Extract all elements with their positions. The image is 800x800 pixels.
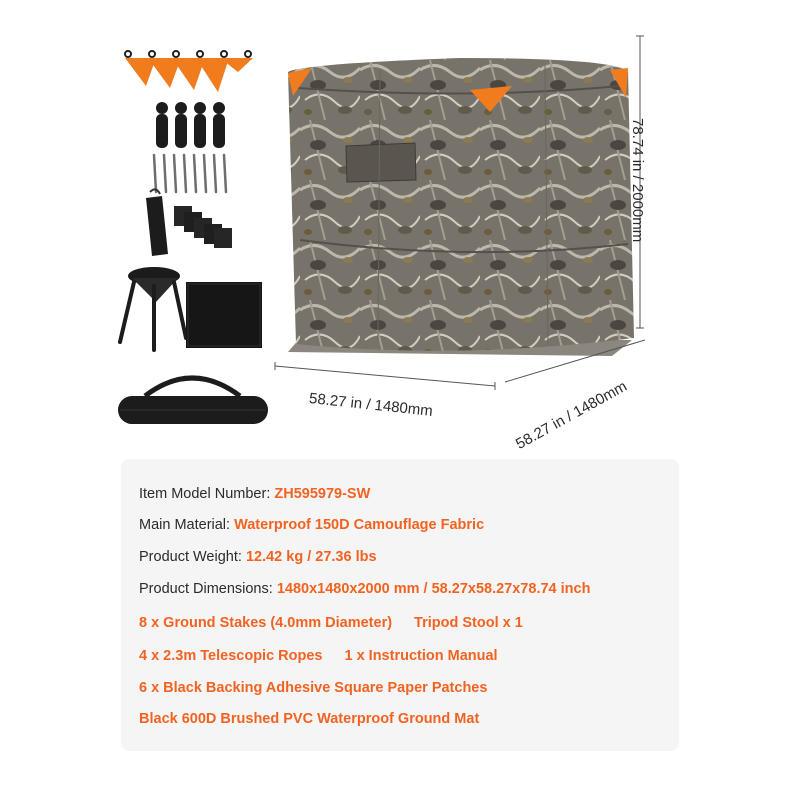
spec-weight-value: 12.42 kg / 27.36 lbs <box>245 549 377 565</box>
spec-dimensions-label: Product Dimensions: <box>139 581 277 597</box>
height-dimension-label: 78.74 in / 2000mm <box>629 118 646 243</box>
spec-model-label: Item Model Number: <box>139 486 275 502</box>
hunting-blind <box>288 58 634 351</box>
spec-material-label: Main Material: <box>139 517 235 533</box>
accessory-ground-mat <box>186 282 262 348</box>
included-adhesive-patches: 6 x Black Backing Adhesive Square Paper Patches <box>139 680 488 696</box>
accessory-tripod-stool <box>120 267 186 350</box>
specs-panel <box>121 459 679 751</box>
spec-material-row <box>139 516 484 534</box>
included-telescopic-ropes: 4 x 2.3m Telescopic Ropes <box>139 648 323 664</box>
accessory-carry-bag <box>118 378 268 424</box>
accessory-orange-tabs <box>125 51 253 92</box>
included-line-4 <box>139 710 479 728</box>
spec-model-row <box>139 485 370 503</box>
spec-model-value: ZH595979-SW <box>274 486 371 502</box>
width-dimension-label: 58.27 in / 1480mm <box>308 390 434 420</box>
included-line-2 <box>139 647 498 665</box>
included-instruction-manual: 1 x Instruction Manual <box>344 648 498 664</box>
accessory-ropes <box>156 102 225 148</box>
spec-weight-label: Product Weight: <box>139 549 246 565</box>
spec-dimensions-value: 1480x1480x2000 mm / 58.27x58.27x78.74 inch <box>276 581 591 597</box>
spec-weight-row <box>139 548 377 566</box>
accessory-stakes <box>154 155 226 192</box>
included-ground-mat: Black 600D Brushed PVC Waterproof Ground Mat <box>139 711 480 727</box>
included-line-3 <box>139 679 487 697</box>
depth-dimension-label: 58.27 in / 1480mm <box>513 377 630 453</box>
included-tripod-stool: Tripod Stool x 1 <box>414 615 523 631</box>
accessory-bag-and-patches <box>146 189 232 256</box>
included-line-1 <box>139 614 523 632</box>
spec-material-value: Waterproof 150D Camouflage Fabric <box>234 517 485 533</box>
spec-dimensions-row <box>139 580 590 598</box>
included-ground-stakes: 8 x Ground Stakes (4.0mm Diameter) <box>139 615 393 631</box>
